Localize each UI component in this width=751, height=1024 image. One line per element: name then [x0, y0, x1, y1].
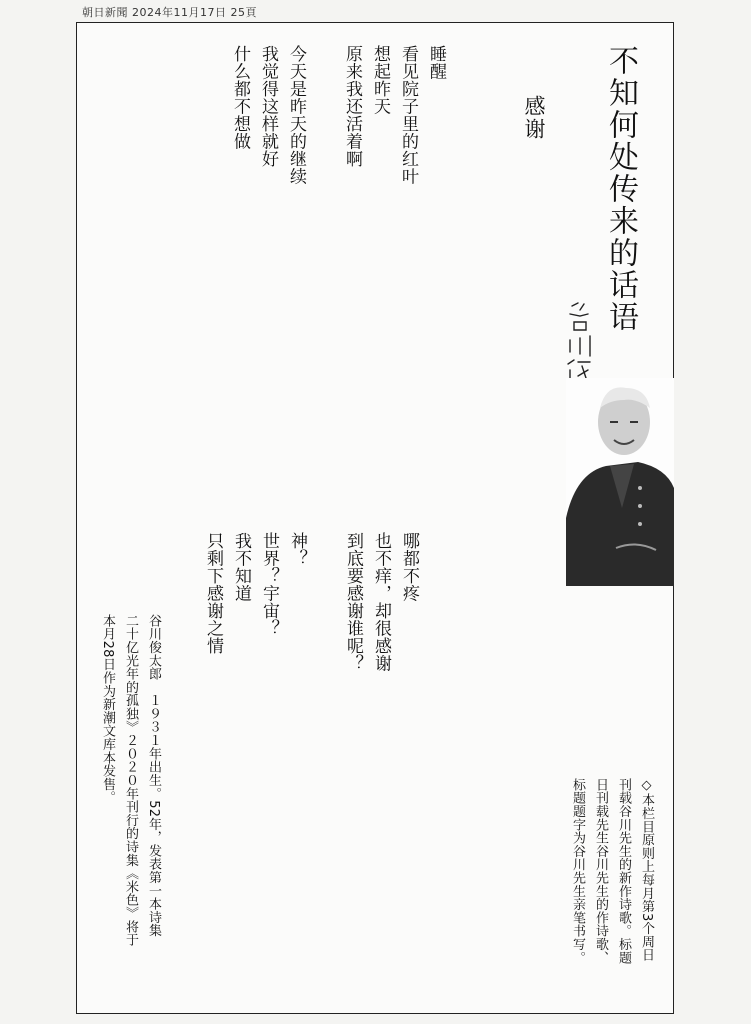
poem-line: 睡醒	[426, 45, 446, 80]
poem-line: 我觉得这样就好	[258, 45, 278, 168]
masthead	[82, 6, 257, 20]
page-number: 25頁	[230, 6, 257, 19]
author-photo	[566, 378, 674, 586]
author-bio	[96, 614, 165, 947]
poem-line: 只剩下感谢之情	[203, 532, 223, 655]
note-line: 刊载谷川先生的新作诗歌。标题	[616, 778, 631, 965]
column-title: 不知何处传来的话语	[603, 45, 638, 333]
note-line: 日刊载先生谷川先生的作诗歌、	[593, 778, 608, 965]
poem-line: 原来我还活着啊	[342, 45, 362, 168]
poem-line: 哪都不疼	[399, 532, 419, 602]
publication-date: 2024年11月17日	[132, 6, 227, 19]
poem-line: 看见院子里的红叶	[398, 45, 418, 185]
poem-stanza-1	[226, 45, 450, 185]
newspaper-name: 朝日新聞	[82, 6, 128, 19]
note-line: 标题题字为谷川先生亲笔书写。	[570, 778, 585, 965]
note-line: ◇本栏目原则上每月第3个周日	[639, 778, 654, 962]
poem-line: 什么都不想做	[230, 45, 250, 150]
poem-line: 世界？宇宙？	[259, 532, 279, 637]
poem-line: 神？	[287, 532, 307, 567]
bio-line: 二十亿光年的孤独》２０２０年刊行的诗集《米色》将于	[123, 614, 138, 947]
editorial-note	[566, 778, 658, 964]
bio-line: 本月28日作为新潮文库本发售。	[100, 614, 115, 805]
poem-title: 感谢	[522, 95, 546, 141]
poem-line: 到底要感谢谁呢？	[343, 532, 363, 672]
bio-line: 谷川俊太郎 １９３１年出生。52年，发表第一本诗集	[146, 614, 161, 938]
poem-stanza-2	[199, 532, 423, 672]
poem-line: 我不知道	[231, 532, 251, 602]
stanza-gap	[310, 45, 338, 185]
poem-line: 今天是昨天的继续	[286, 45, 306, 185]
poem-line: 想起昨天	[370, 45, 390, 115]
poem-line: 也不痒，却很感谢	[371, 532, 391, 672]
stanza-gap	[311, 532, 339, 672]
